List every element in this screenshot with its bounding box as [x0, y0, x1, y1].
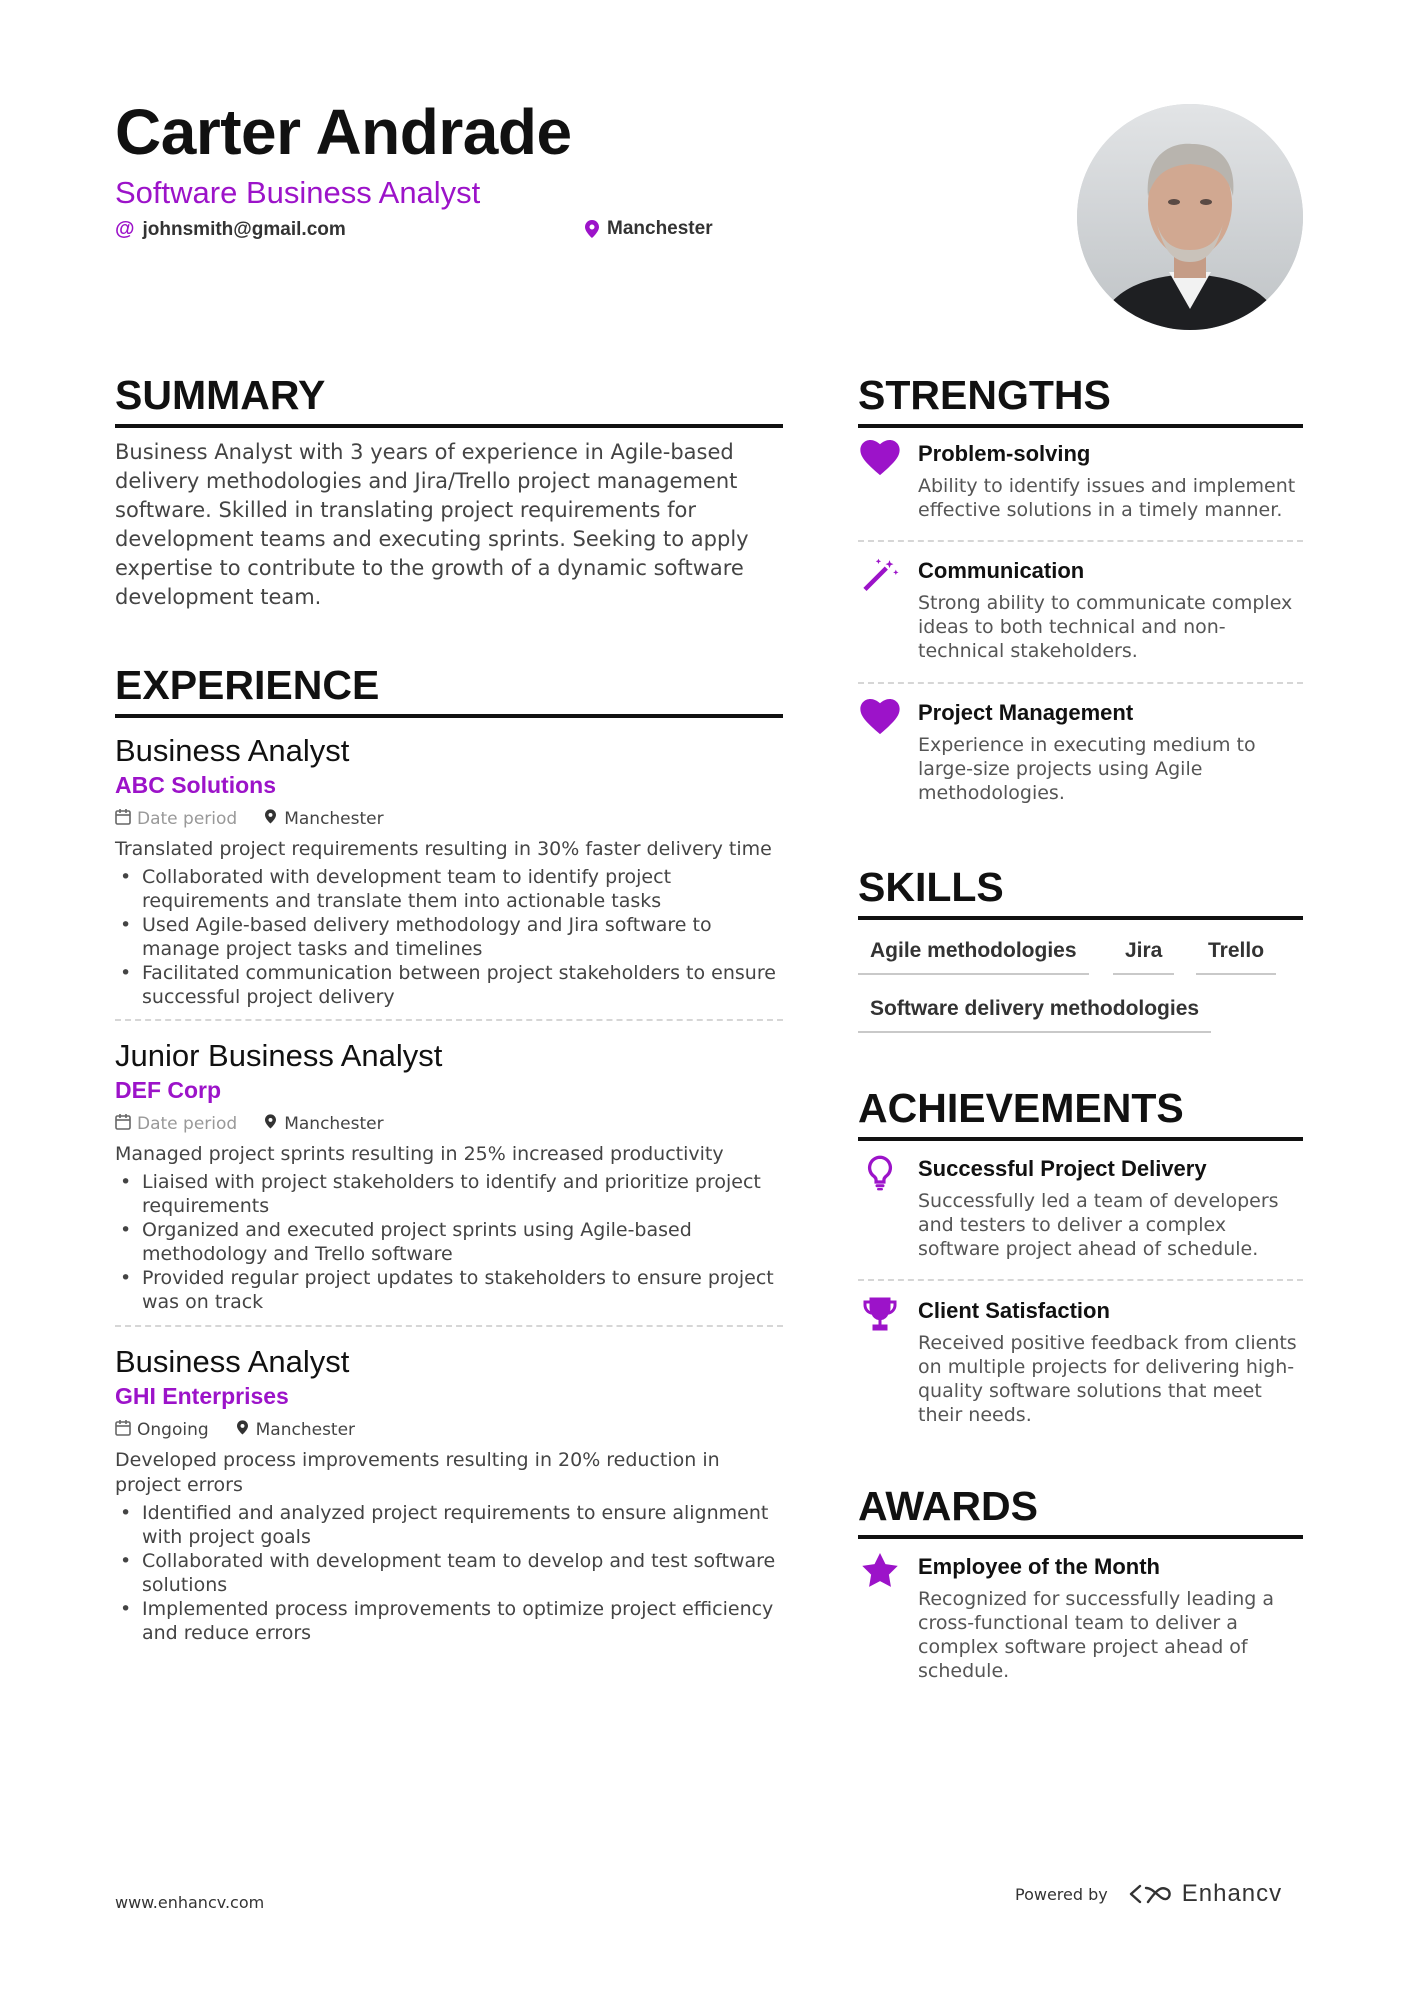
- divider: [858, 682, 1303, 684]
- strength-title: Project Management: [918, 700, 1134, 725]
- magic-wand-icon: [858, 557, 902, 597]
- skill-tag: Trello: [1196, 937, 1276, 975]
- experience-entry: [115, 1344, 783, 1645]
- strength-title: Communication: [918, 558, 1085, 583]
- divider: [115, 1019, 783, 1021]
- job-date: Date period: [137, 809, 238, 829]
- map-pin-icon: [265, 1114, 276, 1134]
- footer-website[interactable]: www.enhancv.com: [115, 1893, 265, 1912]
- powered-by-text: Powered by: [1015, 1884, 1108, 1904]
- summary-heading: SUMMARY: [115, 375, 783, 428]
- calendar-icon: [115, 1113, 131, 1135]
- footer-branding: [1015, 1880, 1282, 1908]
- skills-heading: SKILLS: [858, 867, 1303, 920]
- skill-tag: Software delivery methodologies: [858, 995, 1211, 1033]
- job-bullet: • Organized and executed project sprints using Agile-based methodology and Trello software: [115, 1218, 783, 1266]
- job-location: Manchester: [284, 1114, 384, 1134]
- job-role: Business Analyst: [115, 1344, 350, 1379]
- skill-tag: Agile methodologies: [858, 937, 1089, 975]
- location-text: Manchester: [607, 218, 713, 239]
- job-bullet: • Collaborated with development team to develop and test software solutions: [115, 1549, 783, 1597]
- brand-name: Enhancv: [1181, 1880, 1283, 1907]
- strengths-heading: STRENGTHS: [858, 375, 1303, 428]
- job-bullet: • Collaborated with development team to identify project requirements and translate them into actionable tasks: [115, 865, 783, 913]
- achievement-desc: Received positive feedback from clients on multiple projects for delivering high-quality software solutions that meet their needs.: [918, 1332, 1297, 1426]
- enhancv-logo-icon: [1128, 1882, 1172, 1906]
- experience-entry: [115, 733, 783, 1009]
- candidate-title: Software Business Analyst: [115, 175, 481, 210]
- job-meta: [115, 807, 783, 831]
- job-company: GHI Enterprises: [115, 1383, 289, 1409]
- job-role: Junior Business Analyst: [115, 1038, 443, 1073]
- achievement-title: Client Satisfaction: [918, 1298, 1110, 1323]
- brand-logo[interactable]: [1128, 1880, 1282, 1908]
- heart-icon: [858, 440, 902, 480]
- map-pin-icon: [237, 1420, 248, 1440]
- job-meta: [115, 1418, 783, 1442]
- job-bullet: • Liaised with project stakeholders to identify and prioritize project requirements: [115, 1170, 783, 1218]
- job-summary: Developed process improvements resulting in 20% reduction in project errors: [115, 1449, 720, 1496]
- email-text: johnsmith@gmail.com: [142, 218, 346, 240]
- awards-heading: AWARDS: [858, 1486, 1303, 1539]
- heart-icon: [858, 699, 902, 739]
- job-company: DEF Corp: [115, 1077, 222, 1103]
- achievements-heading: ACHIEVEMENTS: [858, 1088, 1303, 1141]
- location-contact: [585, 218, 713, 240]
- lightbulb-icon: [858, 1155, 902, 1195]
- map-pin-icon: [585, 220, 599, 238]
- experience-entry: [115, 1038, 783, 1314]
- strength-desc: Strong ability to communicate complex ideas to both technical and non-technical stakeholders.: [918, 592, 1293, 662]
- job-location: Manchester: [284, 809, 384, 829]
- achievement-item: [858, 1155, 1303, 1261]
- at-icon: @: [115, 218, 135, 240]
- summary-text: Business Analyst with 3 years of experience in Agile-based delivery methodologies and Jira/Trello project management software. Skilled in translating project requirements for development teams and executing sprints. Seeking to apply expertise to contribute to the growth of a dynamic software development team.: [115, 440, 749, 609]
- job-location: Manchester: [255, 1420, 356, 1440]
- trophy-icon: [858, 1297, 902, 1337]
- divider: [858, 540, 1303, 542]
- calendar-icon: [115, 808, 131, 830]
- strength-desc: Ability to identify issues and implement effective solutions in a timely manner.: [918, 475, 1296, 521]
- calendar-icon: [115, 1419, 131, 1441]
- strength-desc: Experience in executing medium to large-size projects using Agile methodologies.: [918, 734, 1256, 804]
- candidate-name: Carter Andrade: [115, 96, 572, 168]
- achievement-desc: Successfully led a team of developers and testers to deliver a complex software project ahead of schedule.: [918, 1190, 1279, 1260]
- email-contact[interactable]: [115, 218, 346, 241]
- job-meta: [115, 1112, 783, 1136]
- job-summary: Translated project requirements resulting in 30% faster delivery time: [115, 838, 772, 860]
- job-bullets: [115, 1501, 783, 1645]
- strength-item: [858, 440, 1303, 522]
- achievement-title: Successful Project Delivery: [918, 1156, 1207, 1181]
- job-bullet: • Implemented process improvements to optimize project efficiency and reduce errors: [115, 1597, 783, 1645]
- divider: [858, 1279, 1303, 1281]
- job-bullet: • Provided regular project updates to stakeholders to ensure project was on track: [115, 1266, 783, 1314]
- job-bullets: [115, 1170, 783, 1314]
- award-item: [858, 1553, 1303, 1683]
- achievement-item: [858, 1297, 1303, 1427]
- strength-item: [858, 699, 1303, 805]
- award-desc: Recognized for successfully leading a cross-functional team to deliver a complex software project ahead of schedule.: [918, 1588, 1275, 1682]
- job-company: ABC Solutions: [115, 772, 276, 798]
- job-summary: Managed project sprints resulting in 25% increased productivity: [115, 1143, 724, 1165]
- experience-heading: EXPERIENCE: [115, 665, 783, 718]
- job-date: Date period: [137, 1114, 238, 1134]
- strength-item: [858, 557, 1303, 663]
- job-bullet: • Identified and analyzed project requirements to ensure alignment with project goals: [115, 1501, 783, 1549]
- divider: [115, 1325, 783, 1327]
- job-bullets: [115, 865, 783, 1009]
- map-pin-icon: [265, 809, 276, 829]
- job-bullet: • Used Agile-based delivery methodology and Jira software to manage project tasks and timelines: [115, 913, 783, 961]
- job-bullet: • Facilitated communication between project stakeholders to ensure successful project delivery: [115, 961, 783, 1009]
- profile-photo: [1077, 104, 1303, 330]
- job-role: Business Analyst: [115, 733, 350, 768]
- job-date: Ongoing: [137, 1420, 209, 1440]
- award-title: Employee of the Month: [918, 1554, 1160, 1579]
- skill-tag: Jira: [1113, 937, 1174, 975]
- strength-title: Problem-solving: [918, 441, 1091, 466]
- star-icon: [858, 1553, 902, 1593]
